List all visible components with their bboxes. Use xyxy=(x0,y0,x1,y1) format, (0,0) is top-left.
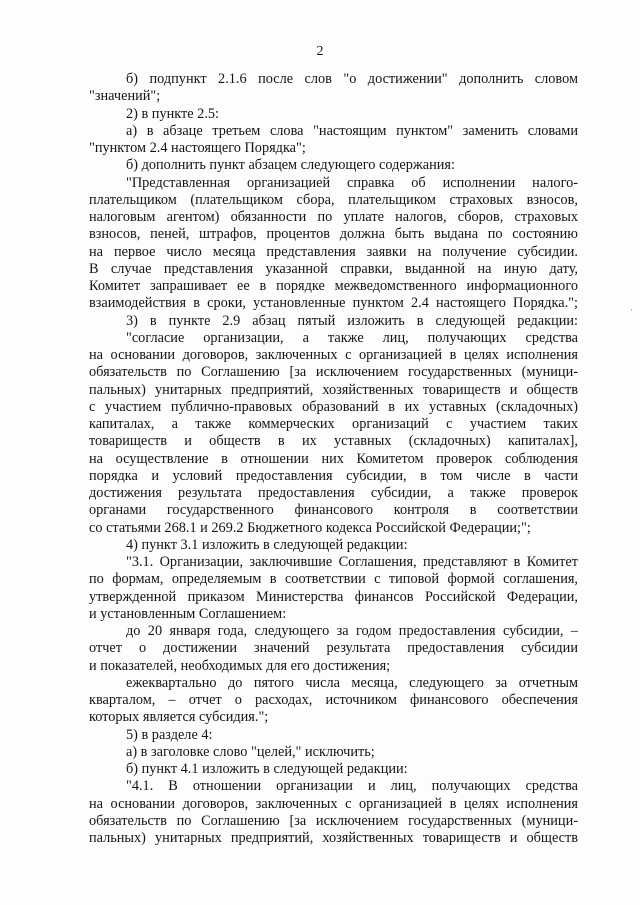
text-line: б) пункт 4.1 изложить в следующей редакции: xyxy=(126,761,408,777)
text-line: до 20 января года, следующего за годом предоставления субсидии, – xyxy=(126,623,578,639)
text-line: с участием публично-правовых образований в их уставных (складочных) xyxy=(89,398,578,415)
text-line: 3) в пункте 2.9 абзац пятый изложить в следующей редакции: xyxy=(126,312,578,329)
text-line: налоговым агентом) обязанности по уплате налогов, сборов, страховых xyxy=(89,209,578,225)
text-line: а) в абзаце третьем слова "настоящим пунктом" заменить словами xyxy=(126,122,578,139)
text-line: капиталах, а также коммерческих организаций с участием таких xyxy=(89,416,578,432)
text-line: и показателей, необходимых для его достижения; xyxy=(89,657,391,674)
text-line: обязательств по Соглашению [за исключением государственных (муници- xyxy=(89,812,578,829)
text-line: утвержденной приказом Министерства финансов Российской Федерации, xyxy=(89,588,578,605)
text-line: со статьями 268.1 и 269.2 Бюджетного кодекса Российской Федерации;"; xyxy=(89,519,531,536)
text-line: "4.1. В отношении организации и лиц, получающих средства xyxy=(126,778,578,795)
text-line: "пунктом 2.4 настоящего Порядка"; xyxy=(89,140,306,156)
text-line: пальных) унитарных предприятий, хозяйственных товариществ и обществ xyxy=(89,830,578,846)
text-line: 2) в пункте 2.5: xyxy=(126,105,220,122)
text-line: б) дополнить пункт абзацем следующего содержания: xyxy=(126,157,455,174)
text-line: которых является субсидия."; xyxy=(89,709,269,726)
text-line: порядка и условий предоставления субсидии, в том числе в части xyxy=(89,467,578,484)
text-line: плательщиком (плательщиком сбора, плательщиком страховых взносов, xyxy=(89,191,578,208)
text-line: "3.1. Организации, заключившие Соглашения, представляют в Комитет xyxy=(126,554,578,570)
text-line: б) подпункт 2.1.6 после слов "о достижении" дополнить словом xyxy=(126,71,578,87)
text-line: взаимодействия в сроки, установленные пунктом 2.4 настоящего Порядка."; xyxy=(89,295,578,312)
text-line: 4) пункт 3.1 изложить в следующей редакции: xyxy=(126,536,408,553)
text-line: обязательств по Соглашению [за исключением государственных (муници- xyxy=(89,364,578,381)
text-line: пальных) унитарных предприятий, хозяйственных товариществ и обществ xyxy=(89,381,578,398)
text-line: на первое число месяца представления заявки на получение субсидии. xyxy=(89,243,578,260)
text-line: Комитет запрашивает ее в порядке межведомственного информационного xyxy=(89,278,578,294)
text-line: на осуществление в отношении них Комитетом проверок соблюдения xyxy=(89,450,578,467)
text-line: 5) в разделе 4: xyxy=(126,726,213,743)
text-line: отчет о достижении значений результата предоставления субсидии xyxy=(89,640,578,657)
document-body xyxy=(89,71,578,847)
text-line: взносов, пеней, штрафов, процентов должна быть выдана по состоянию xyxy=(89,226,578,243)
scan-speck: · xyxy=(630,306,633,316)
text-line: "Представленная организацией справка об исполнении налого- xyxy=(126,174,578,191)
text-line: на основании договоров, заключенных с организацией в целях исполнения xyxy=(89,347,578,363)
text-line: ежеквартально до пятого числа месяца, следующего за отчетным xyxy=(126,674,578,691)
text-line: а) в заголовке слово "целей," исключить; xyxy=(126,743,375,760)
text-line: "значений"; xyxy=(89,88,161,105)
text-line: "согласие организации, а также лиц, получающих средства xyxy=(126,329,578,346)
text-line: по формам, определяемым в соответствии с типовой формой соглашения, xyxy=(89,571,578,588)
page-number: 2 xyxy=(316,44,324,59)
text-line: достижения результата предоставления субсидии, а также проверок xyxy=(89,485,578,501)
text-line: на основании договоров, заключенных с организацией в целях исполнения xyxy=(89,795,578,812)
text-line: кварталом, – отчет о расходах, источником финансового обеспечения xyxy=(89,692,578,708)
text-line: органами государственного финансового контроля в соответствии xyxy=(89,502,578,519)
text-line: товариществ и обществ в их уставных (складочных) капиталах], xyxy=(89,433,578,450)
text-line: и установленным Соглашением: xyxy=(89,605,287,622)
text-line: В случае представления указанной справки, выданной на иную дату, xyxy=(89,260,578,277)
